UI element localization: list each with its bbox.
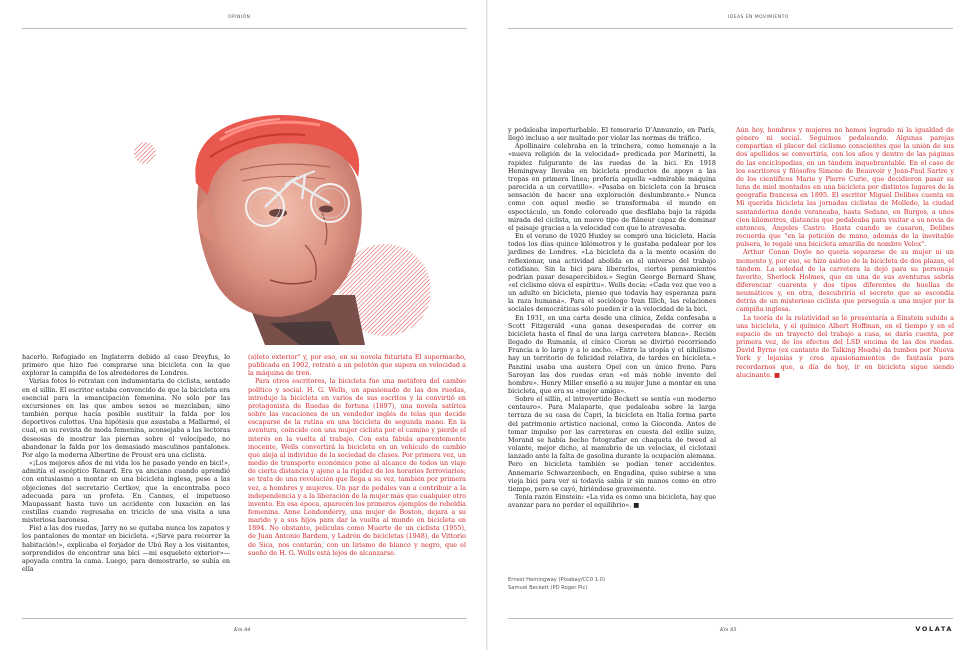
- right-top-rule: [508, 28, 953, 29]
- paragraph: Para otros escritores, la bicicleta fue una metáfora del cambio político y social. H. G. Wells, un apasionado de las dos ruedas, introdujo la bicicleta en varios de sus escritos y la convirtió en protagonista de Ruedas de fortuna (1897), una novela satírica sobre las vacaciones de un vendedor inglés de telas que decide escaparse de la rutina en una bicicleta de segunda mano. En la aventura, coincide con una mujer ciclista por el camino y pierde el interés en la vuelta al trabajo. Con esta fábula aparentemente inocente, Wells convertirá la bicicleta en un vehículo de cambio que aleja al individuo de la sociedad de clases. Por primera vez, un medio de transporte económico pone al alcance de todos un viaje de cierta distancia y ajeno a la rigidez de los horarios ferroviarios; se trata de una revolución que llega a su vez, también por primera vez, a hombres y mujeres. Un par de pedales van a contribuir a la independencia y a la liberación de la mujer más que cualquier otro invento. En esa época, aparecen los primeros ejemplos de rebeldía femenina. Anne Londonderry, una mujer de Boston, dejará a su marido y a sus hijos para dar la vuelta al mundo en bicicleta en 1894. No obstante, películas como Muerte de un ciclista (1955), de Juan Antonio Bardem, y Ladrón de bicicletas (1948), de Vittorio de Sica, nos contarán, con un lirismo de blanco y negro, que el sueño de H. G. Wells está lejos de alcanzarse.: [248, 377, 466, 557]
- paragraph: (a)leto exterior" y, por eso, en su novela futurista El supermacho, publicada en 1902, retrató a un pelotón que supera en velocidad a la máquina de tren.: [248, 353, 466, 378]
- right-folio: Km 85: [720, 627, 737, 633]
- right-column-2: [736, 126, 954, 379]
- paragraph: En 1931, en una carta desde una clínica, Zelda confesaba a Scott Fitzgerald «una ganas desesperadas de correr en bicicleta hasta el final de una larga carretera blanca». Recién llegado de Rumanía, el cínico Cioran se divirtió recorriendo Francia a lo largo y a lo ancho. «Entre la utopía y el nihilismo hay un territorio de felicidad relativa, de tardes en bicicleta.» Panzini usaba una austera Opel con un único freno. Para Saroyan las dos ruedas eran «el más noble invento del hombre». Henry Miller enseñó a su mujer June a montar en una bicicleta, que era su «mejor amiga».: [508, 313, 716, 395]
- photo-credits-caption: [508, 577, 605, 592]
- paragraph: y pedaleaba imperturbable. El temerario D’Annunzio, en París, llegó incluso a ser multado por violar las normas de tráfico.: [508, 126, 716, 143]
- paragraph: Aún hoy, hombres y mujeres no hemos logrado ni la igualdad de género ni social. Seguimos pedaleando. Algunas parejas compartían el placer del ciclismo conscientes que la unión de sus dos apellidos se convertiría, con los años y dentro de las páginas de las enciclopedias, en un tándem inquebrantable. En el caso de los escritores y filósofos Simone de Beauvoir y Jean-Paul Sartre y de los científicos Marie y Pierre Curie, que decidieron pasar su luna de miel montados en una bicicleta por distintos lugares de la geografía francesa en 1895. El escritor Miguel Delibes cuenta en Mi querida bicicleta las jornadas ciclistas de Molledo, la ciudad santanderina donde veraneaba, hasta Sedano, en Burgos, a unos cien kilómetros, distancia que pedaleaba para visitar a su novia de entonces, Ángeles Castro. Hasta cuando se casaron, Delibes recuerda que "en la petición de mano, además de la inevitable pulsera, le regalé una bicicleta amarilla de nombre Velox".: [736, 126, 954, 249]
- paragraph: Apollinaire celebraba en la trinchera, como homenaje a la «nueva religión de la velocidad» predicada por Marinetti, la rapidez fulgurante de las ruedas de la bici. En 1918 Hemingway llevaba en bicicleta productos de apoyo a las tropas en primera línea; prefería aquella «admirable máquina parecida a un cervatillo». «Pasaba en bicicleta con la brusca sensación de hacer una exploración deslumbrante.» Nunca como con aquel medio se transformaba el mundo en espectáculo, un fondo coloreado que desfilaba bajo la rápida mirada del ciclista, un nuevo tipo de flâneur capaz de dominar el paisaje gracias a la velocidad con que lo atravesaba.: [508, 142, 716, 232]
- paragraph: Arthur Conan Doyle no quería separarse de su mujer ni un momento y, por eso, se hizo asiduo de la bicicleta de dos plazas, el tándem. La soledad de la carretera la dejó para su personaje favorito, Sherlock Holmes, que en una de sus aventuras sabría diferenciar cuarenta y dos tipos diferentes de huellas de neumáticos y, en otra, descubriría el secreto que se escondía detrás de un misterioso ciclista que perseguía a una mujer por la campiña inglesa.: [736, 248, 954, 314]
- left-column-1: [22, 353, 230, 573]
- caption-line: Ernest Hemingway (Pixabay/CC0 1.0): [508, 577, 605, 583]
- right-section-label: IDEAS EN MOVIMIENTO: [728, 15, 789, 20]
- paragraph: Fiel a las dos ruedas, Jarry no se quitaba nunca los zapatos y los pantalones de montar en bicicleta. «¡Sirve para recorrer la habitación!», explicaba el forjador de Ubú Rey a los visitantes, sorprendidos de encontrar una bici —mi esqueleto exterior»— apoyada contra la cama. Luego, para demostrarlo, se subía en ella: [22, 524, 230, 574]
- paragraph: Varias fotos lo retratan con indumentaria de ciclista, sentado en el sillín. El escritor estaba convencido de que la bicicleta era esencial para la emancipación femenina. No sólo por las excursiones en las que ambos sexos se mezclaban, sino también porque hacía posible sustituir la falda por los deportivos culottes. Una hipótesis que asustaba a Mallarmé, el cual, en su revista de moda femenina, aconsejaba a las lectoras deseosas de mostrar las piernas sobre el velocípedo, no abandonar la falda por los demasiado masculinos pantalones. Por algo la moderna Albertine de Proust era una ciclista.: [22, 377, 230, 459]
- left-folio: Km 84: [234, 627, 251, 633]
- striped-circle-small: [134, 142, 156, 164]
- caption-line: Samuel Beckett (PD Roger Pic): [508, 584, 588, 591]
- paragraph: hacerlo. Refugiado en Inglaterra debido al caso Dreyfus, lo primero que hizo fue comprarse una bicicleta con la que explorar la campiña de los alrededores de Londres.: [22, 353, 230, 378]
- right-column-1: [508, 126, 716, 509]
- paragraph: «¡Los mejores años de mi vida los he pasado yendo en bici!», admitía el escéptico Renard. Era ya anciano cuando aprendió con entusiasmo a montar en una bicicleta inglesa, pese a las objeciones del secretario Certkov, que la encontraba poco adecuada para un profeta. En Cannes, el impetuoso Maupassant hasta tuvo un accidente con luxación en las costillas cuando regresaba en triciclo de una visita a una misteriosa baronesa.: [22, 459, 230, 525]
- magazine-brand-logo: VOLATA: [915, 625, 953, 633]
- right-page: [488, 0, 975, 650]
- left-page: [0, 0, 487, 650]
- paragraph: Sobre el sillín, el introvertido Beckett se sentía «un moderno centauro». Para Malaparte, que pedaleaba sobre la larga terraza de su casa de Capri, la bicicleta en Italia forma parte del patrimonio artístico nacional, como la Gioconda. Antes de tomar impulso por las carreteras en cuesta del exilio suizo, Morand se había hecho fotografiar en chaqueta de tweed al volante, mejor dicho, al manubrio de un velociax, el ciclotaxi lanzado ante la falta de gasolina durante la ocupación alemana. Pero en bicicleta también se podían tener accidentes. Annemarie Schwarzenbach, en Engadina, quiso subirse a una vieja bici para ver si todavía sabía ir sin manos como en otro tiempo, pero se cayó, hiriéndose gravemente.: [508, 395, 716, 493]
- right-bottom-rule: [508, 618, 953, 619]
- paragraph: Tenía razón Einstein: «La vida es como una bicicleta, hay que avanzar para no perder el equilibrio». ■: [508, 493, 716, 510]
- collage-illustration: [130, 95, 430, 345]
- left-top-rule: [22, 28, 467, 29]
- left-section-label: OPINIÓN: [228, 15, 251, 20]
- left-column-2: [248, 353, 466, 557]
- left-bottom-rule: [22, 618, 467, 619]
- paragraph: La teoría de la relatividad se le presentaría a Einstein subido a una bicicleta, y el químico Albert Hoffman, en el tiempo y en el espacio de un trayecto del trabajo a casa, se daría cuenta, por primera vez, de los efectos del LSD encima de las dos ruedas. David Byrne (ex cantante de Talking Heads) da tumbos por Nueva York y lejanías y crea apasionamientos de fantasía para recordarnos que, a día de hoy, ir en bicicleta sigue siendo alucinante. ■: [736, 313, 954, 379]
- paragraph: En el verano de 1920 Huxley se compró una bicicleta. Hacía todos los días quince kilómetros y le gustaba pedalear por los jardines de Londres. «La bicicleta da a la mente ocasión de reflexionar, una actividad abolida en el universo del trabajo cotidiano. Sin la bici para liberarlos, ciertos pensamientos podrían pasar desapercibidos.» Según George Bernard Shaw, «el ciclismo eleva el espíritu». Wells decía: «Cada vez que veo a un adulto en bicicleta, pienso que todavía hay esperanza para la raza humana». Para el sociólogo Ivan Illich, las relaciones sociales democráticas sólo pueden ir a la velocidad de la bici.: [508, 232, 716, 314]
